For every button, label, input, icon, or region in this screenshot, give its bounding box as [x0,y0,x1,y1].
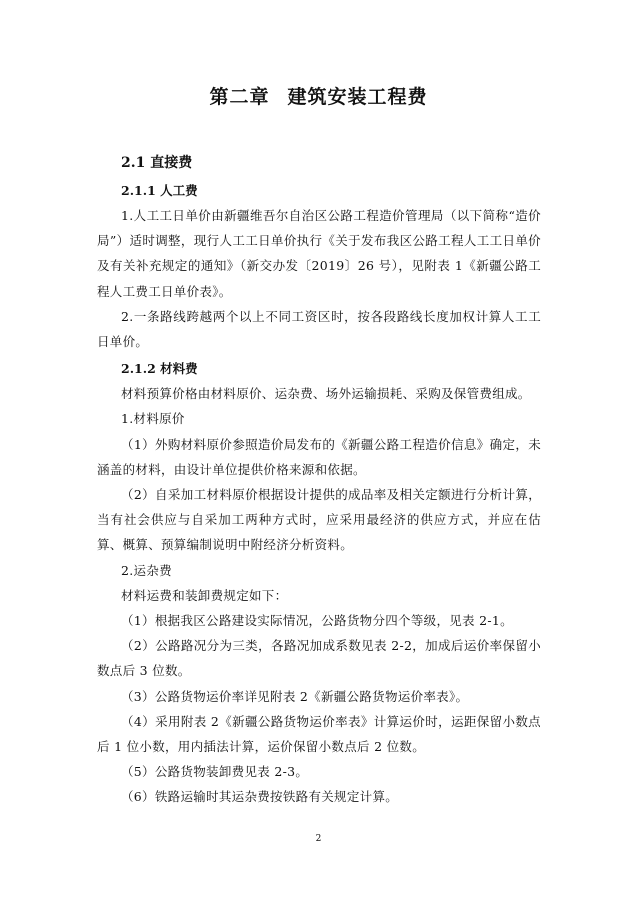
paragraph-labor-1: 1.人工工日单价由新疆维吾尔自治区公路工程造价管理局（以下简称“造价局”）适时调整，现行人工工日单价执行《关于发布我区公路工程人工工日单价及有关补充规定的通知》（新交办发〔2019〕26 号），见附表 1《新疆公路工程人工费工日单价表》。 [97,208,541,299]
paragraph-freight-5: （5）公路货物装卸费见表 2-3。 [121,764,309,780]
paragraph-material-price-title: 1.材料原价 [121,411,185,427]
paragraph-freight-6: （6）铁路运输时其运杂费按铁路有关规定计算。 [121,789,399,805]
paragraph-material-intro: 材料预算价格由材料原价、运杂费、场外运输损耗、采购及保管费组成。 [121,386,531,402]
paragraph-freight-3: （3）公路货物运价率详见附表 2《新疆公路货物运价率表》。 [121,688,469,704]
paragraph-material-price-1: （1）外购材料原价参照造价局发布的《新疆公路工程造价信息》确定，未涵盖的材料，由设计单位提供价格来源和依据。 [97,436,541,477]
chapter-number: 第二章 [209,86,270,108]
paragraph-freight-4: （4）采用附表 2《新疆公路货物运价率表》计算运价时，运距保留小数点后 1 位小数，用内插法计算，运价保留小数点后 2 位数。 [97,713,541,755]
section-heading-2-1-2: 2.1.2 材料费 [121,361,198,377]
paragraph-freight-intro: 材料运费和装卸费规定如下： [121,587,288,603]
paragraph-material-price-2: （2）自采加工材料原价根据设计提供的成品率及相关定额进行分析计算，当有社会供应与自采加工两种方式时，应采用最经济的供应方式，并应在估算、概算、预算编制说明中附经济分析资料。 [97,487,541,553]
paragraph-labor-2: 2.一条路线跨越两个以上不同工资区时，按各段路线长度加权计算人工工日单价。 [97,308,541,350]
section-heading-2-1: 2.1 直接费 [121,155,193,171]
paragraph-freight-2: （2）公路路况分为三类，各路况加成系数见表 2-2，加成后运价率保留小数点后 3 位数。 [97,638,541,679]
chapter-title [0,82,637,109]
chapter-name: 建筑安装工程费 [287,86,428,108]
section-heading-2-1-1: 2.1.1 人工费 [121,183,198,198]
page-number: 2 [315,834,322,844]
document-body [97,148,541,810]
paragraph-freight-title: 2.运杂费 [121,562,172,578]
paragraph-freight-1: （1）根据我区公路建设实际情况，公路货物分四个等级，见表 2-1。 [121,613,513,629]
